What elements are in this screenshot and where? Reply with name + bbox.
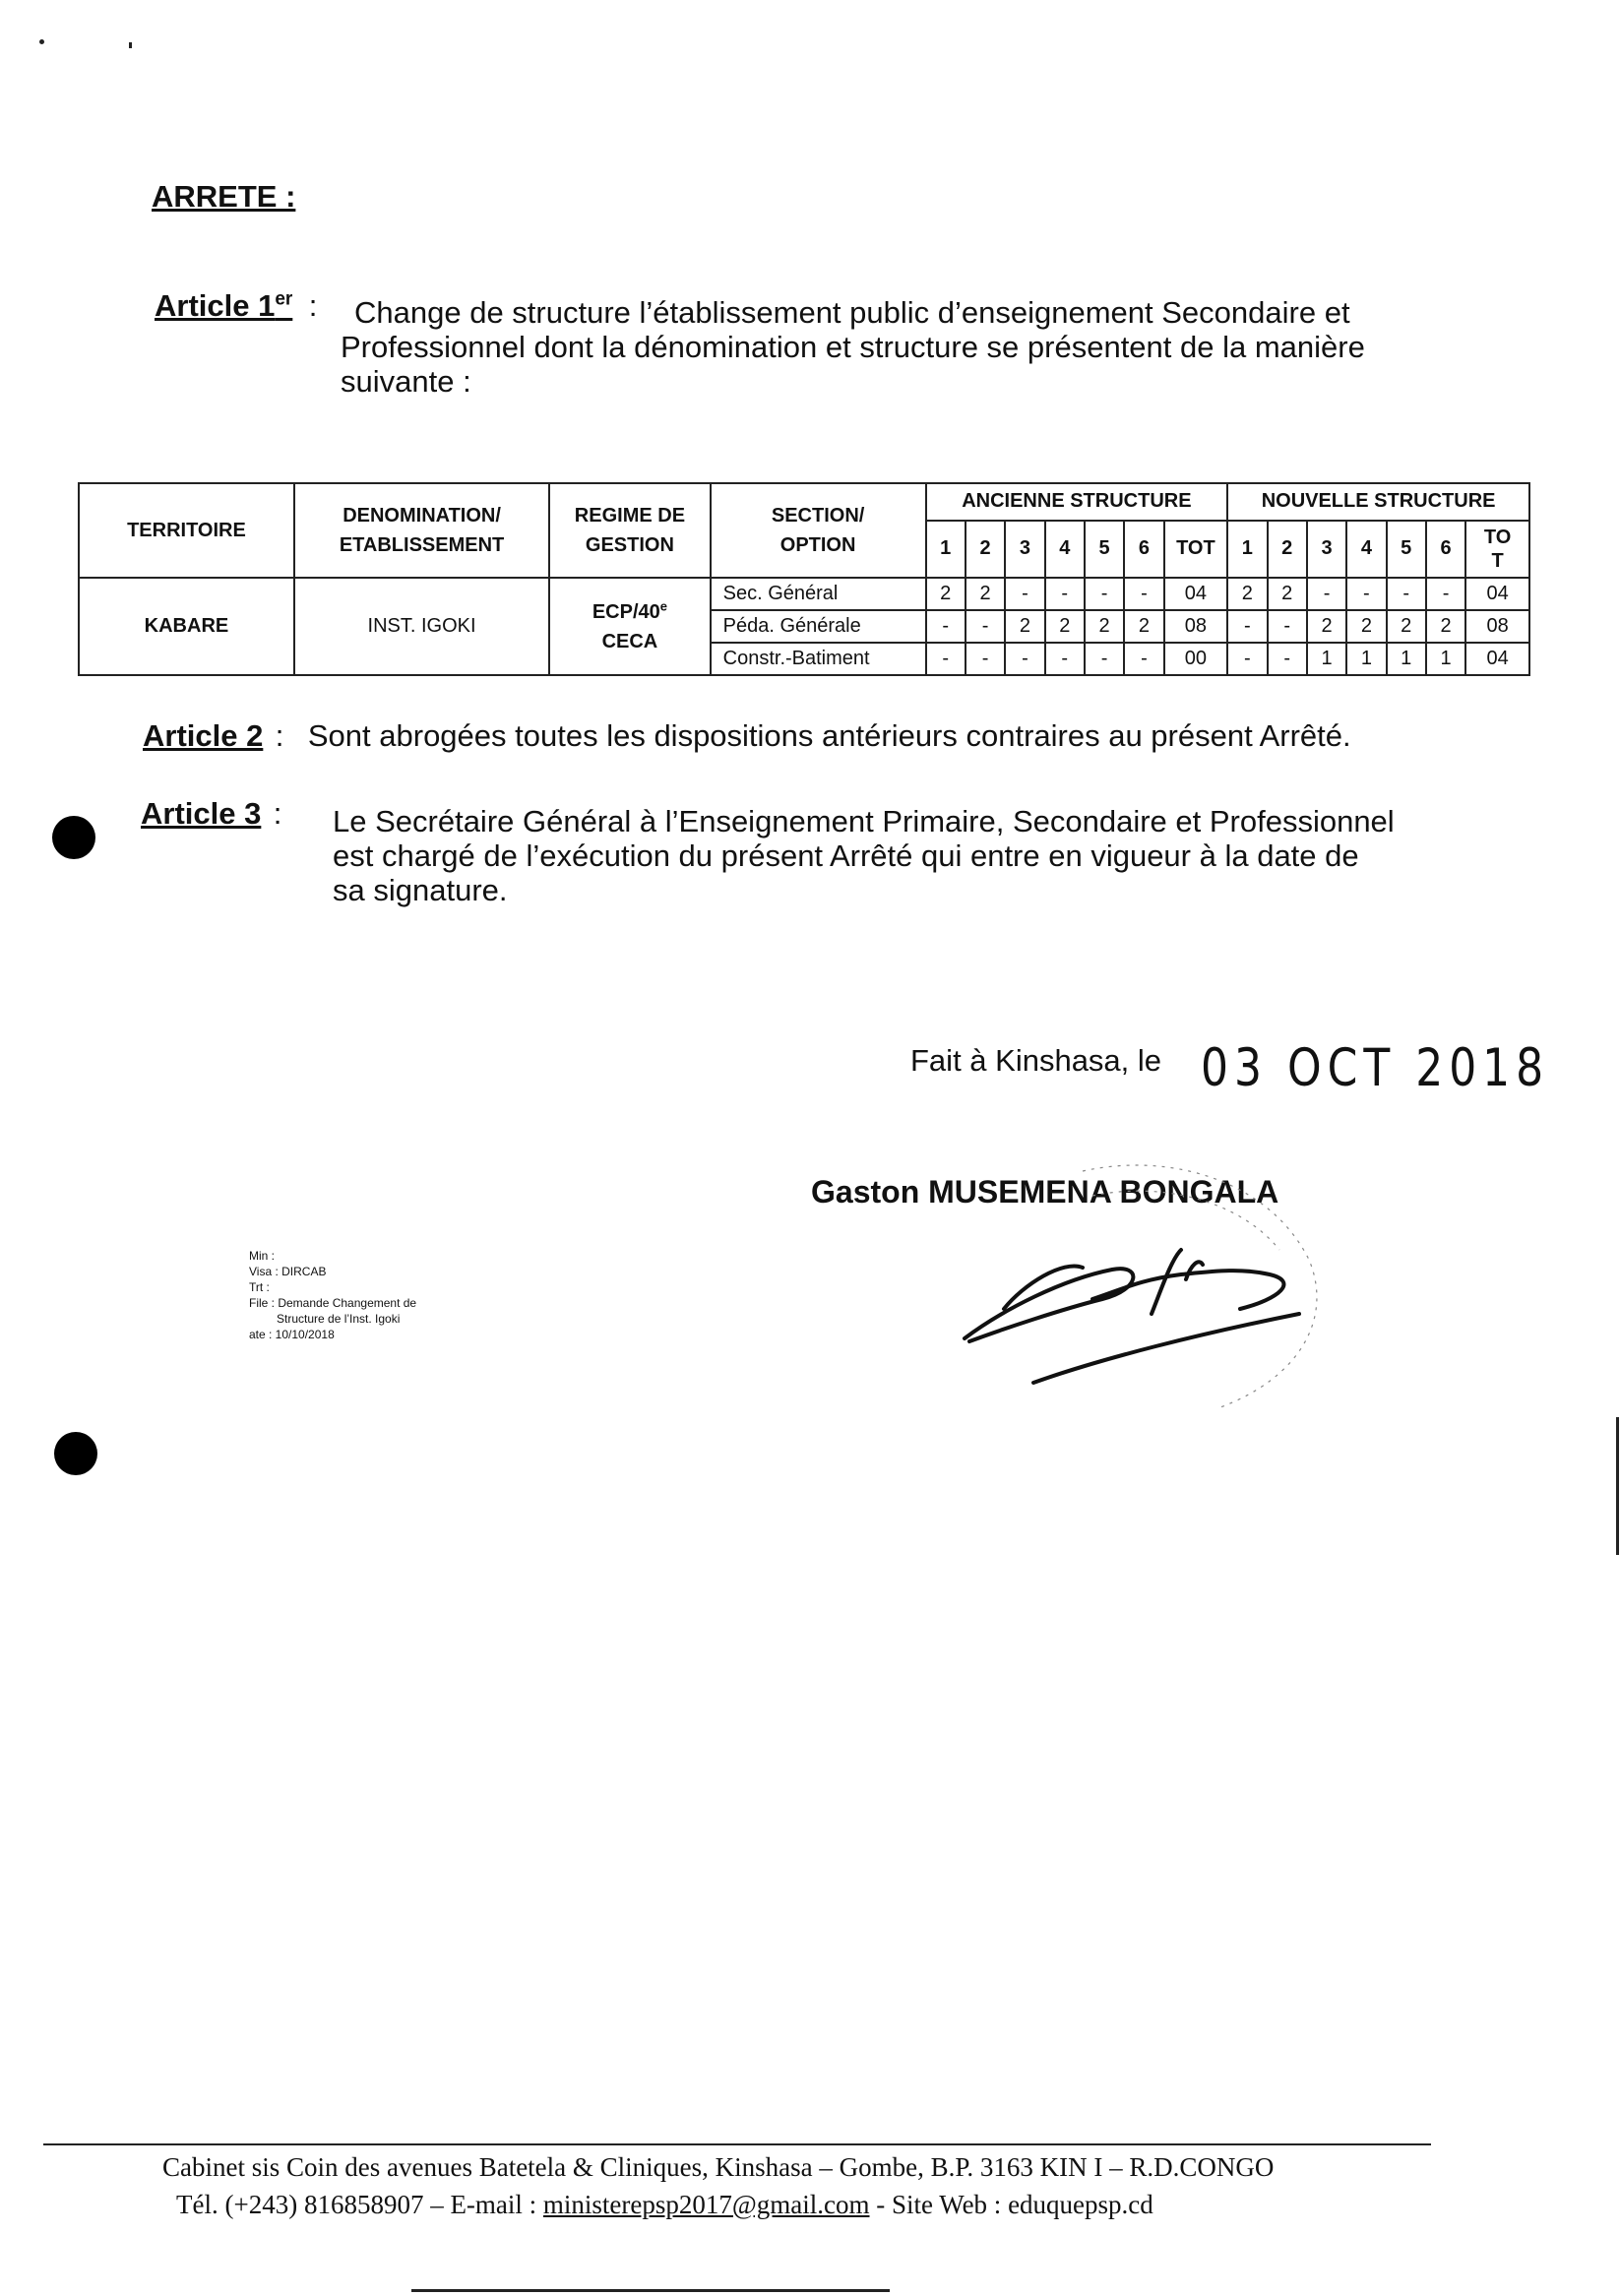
col-regime: REGIME DE GESTION xyxy=(549,483,710,578)
nouvelle-total: 08 xyxy=(1465,610,1529,643)
ancienne-value: - xyxy=(1085,578,1124,610)
col-section: SECTION/ OPTION xyxy=(711,483,926,578)
article-2 xyxy=(143,718,1351,754)
ancienne-value: - xyxy=(1005,643,1044,675)
article-3-text: Le Secrétaire Général à l’Enseignement Primaire, Secondaire et Professionnel est chargé de l’exécution du présent Arrêté qui entre en vigueur à la date de sa signature. xyxy=(333,804,1395,907)
nouvelle-value: 1 xyxy=(1307,643,1346,675)
nouvelle-value: - xyxy=(1268,643,1307,675)
nouvelle-value: 1 xyxy=(1387,643,1426,675)
place-date-label: Fait à Kinshasa, le xyxy=(910,1043,1162,1078)
footer-contact: Tél. (+243) 816858907 – E-mail : ministerepsp2017@gmail.com - Site Web : eduquepsp.cd xyxy=(176,2190,1153,2219)
nouvelle-value: 1 xyxy=(1346,643,1386,675)
structure-table xyxy=(78,482,1530,676)
nouvelle-col-6: 6 xyxy=(1426,521,1465,578)
bottom-divider xyxy=(411,2289,890,2292)
nouvelle-value: 2 xyxy=(1426,610,1465,643)
ancienne-value: - xyxy=(966,643,1005,675)
ancienne-value: 2 xyxy=(1045,610,1085,643)
regime-cell: ECP/40e CECA xyxy=(549,578,710,675)
nouvelle-value: 2 xyxy=(1268,578,1307,610)
punch-hole xyxy=(52,816,95,859)
nouvelle-total: 04 xyxy=(1465,643,1529,675)
nouvelle-total: 04 xyxy=(1465,578,1529,610)
col-territoire: TERRITOIRE xyxy=(79,483,294,578)
ancienne-structure-header: ANCIENNE STRUCTURE xyxy=(926,483,1228,521)
ancienne-total: 08 xyxy=(1164,610,1228,643)
nouvelle-value: - xyxy=(1426,578,1465,610)
ancienne-value: 2 xyxy=(966,578,1005,610)
ancienne-value: - xyxy=(1005,578,1044,610)
nouvelle-col-4: 4 xyxy=(1346,521,1386,578)
article-3-colon: : xyxy=(273,796,282,831)
nouvelle-structure-header: NOUVELLE STRUCTURE xyxy=(1227,483,1529,521)
nouvelle-value: - xyxy=(1227,610,1267,643)
ancienne-total: 00 xyxy=(1164,643,1228,675)
ancienne-value: - xyxy=(1124,643,1163,675)
handwritten-signature xyxy=(945,1142,1339,1417)
territoire-cell: KABARE xyxy=(79,578,294,675)
nouvelle-value: - xyxy=(1268,610,1307,643)
ancienne-value: - xyxy=(926,610,966,643)
ancienne-col-5: 5 xyxy=(1085,521,1124,578)
nouvelle-value: 2 xyxy=(1387,610,1426,643)
article-3-label: Article 3 xyxy=(141,796,262,831)
ancienne-value: - xyxy=(1124,578,1163,610)
scan-edge-mark xyxy=(1616,1417,1619,1555)
etablissement-cell: INST. IGOKI xyxy=(294,578,549,675)
ancienne-value: 2 xyxy=(926,578,966,610)
nouvelle-col-5: 5 xyxy=(1387,521,1426,578)
page-heading: ARRETE : xyxy=(152,179,296,214)
nouvelle-value: 2 xyxy=(1346,610,1386,643)
footer-address: Cabinet sis Coin des avenues Batetela & Cliniques, Kinshasa – Gombe, B.P. 3163 KIN I – R.D.CONGO xyxy=(162,2152,1275,2182)
nouvelle-col-tot: TO T xyxy=(1465,521,1529,578)
article-1-label: Article 1er xyxy=(155,288,293,323)
ancienne-col-1: 1 xyxy=(926,521,966,578)
article-3 xyxy=(141,796,281,832)
ancienne-col-3: 3 xyxy=(1005,521,1044,578)
article-2-text: Sont abrogées toutes les dispositions antérieurs contraires au présent Arrêté. xyxy=(307,718,1351,753)
scan-speck xyxy=(39,39,44,44)
ancienne-value: - xyxy=(966,610,1005,643)
ancienne-col-2: 2 xyxy=(966,521,1005,578)
nouvelle-value: - xyxy=(1387,578,1426,610)
table-row xyxy=(79,578,1529,610)
option-cell: Sec. Général xyxy=(711,578,926,610)
option-cell: Constr.-Batiment xyxy=(711,643,926,675)
footer-divider xyxy=(43,2143,1431,2145)
ancienne-total: 04 xyxy=(1164,578,1228,610)
ancienne-col-4: 4 xyxy=(1045,521,1085,578)
ancienne-value: 2 xyxy=(1124,610,1163,643)
signer-name: Gaston MUSEMENA BONGALA xyxy=(811,1174,1279,1210)
nouvelle-col-1: 1 xyxy=(1227,521,1267,578)
date-stamp: 03 OCT 2018 xyxy=(1201,1037,1550,1099)
ancienne-value: - xyxy=(1085,643,1124,675)
nouvelle-value: - xyxy=(1346,578,1386,610)
nouvelle-col-2: 2 xyxy=(1268,521,1307,578)
article-1 xyxy=(155,288,317,324)
nouvelle-col-3: 3 xyxy=(1307,521,1346,578)
nouvelle-value: 2 xyxy=(1307,610,1346,643)
article-2-label: Article 2 xyxy=(143,718,264,753)
article-1-colon: : xyxy=(308,288,318,323)
ancienne-value: 2 xyxy=(1085,610,1124,643)
ancienne-col-6: 6 xyxy=(1124,521,1163,578)
ancienne-value: - xyxy=(926,643,966,675)
ancienne-value: - xyxy=(1045,578,1085,610)
footer-email: ministerepsp2017@gmail.com xyxy=(542,2190,870,2219)
col-denomination: DENOMINATION/ ETABLISSEMENT xyxy=(294,483,549,578)
ancienne-value: 2 xyxy=(1005,610,1044,643)
punch-hole xyxy=(54,1432,97,1475)
nouvelle-value: 1 xyxy=(1426,643,1465,675)
reference-block: Min : Visa : DIRCAB Trt : File : Demande Changement de Structure de l’Inst. Igoki ate : 10/10/2018 xyxy=(249,1249,417,1341)
article-2-colon: : xyxy=(275,718,284,753)
option-cell: Péda. Générale xyxy=(711,610,926,643)
article-1-text: Change de structure l’établissement public d’enseignement Secondaire et Professionnel dont la dénomination et structure se présentent de la manière suivante : xyxy=(341,295,1365,399)
ancienne-col-tot: TOT xyxy=(1164,521,1228,578)
nouvelle-value: 2 xyxy=(1227,578,1267,610)
scan-speck xyxy=(129,42,132,48)
nouvelle-value: - xyxy=(1227,643,1267,675)
nouvelle-value: - xyxy=(1307,578,1346,610)
ancienne-value: - xyxy=(1045,643,1085,675)
